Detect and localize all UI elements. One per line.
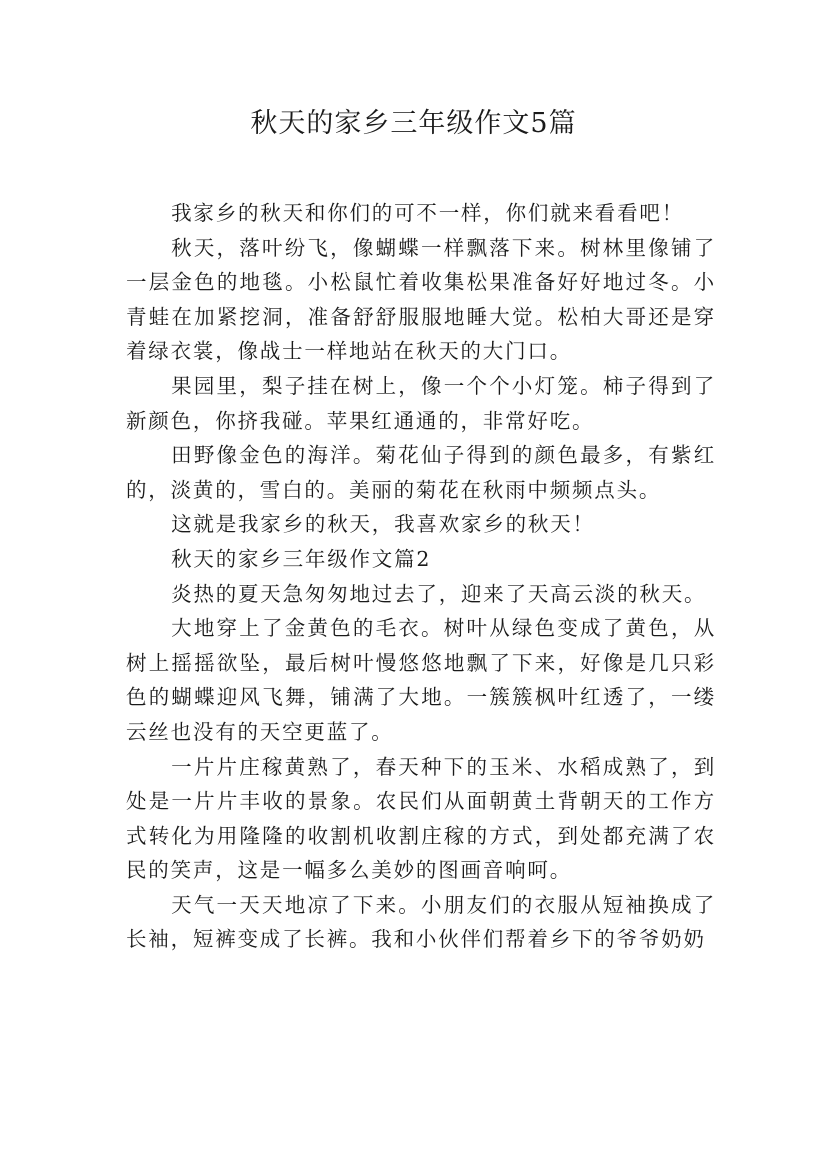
document-body (126, 196, 716, 957)
section-heading: 秋天的家乡三年级作文篇2 (171, 546, 432, 571)
paragraph: 一片片庄稼黄熟了，春天种下的玉米、水稻成熟了，到处是一片片丰收的景象。农民们从面朝黄土背朝天的工作方式转化为用隆隆的收割机收割庄稼的方式，到处都充满了农民的笑声，这是一幅多么美妙的图画音响呵。 (126, 754, 716, 883)
paragraph: 秋天，落叶纷飞，像蝴蝶一样飘落下来。树林里像铺了一层金色的地毯。小松鼠忙着收集松果准备好好地过冬。小青蛙在加紧挖洞，准备舒舒服服地睡大觉。松柏大哥还是穿着绿衣裳，像战士一样地站在秋天的大门口。 (126, 235, 716, 364)
paragraph: 这就是我家乡的秋天，我喜欢家乡的秋天！ (171, 512, 595, 537)
paragraph: 我家乡的秋天和你们的可不一样，你们就来看看吧！ (171, 201, 684, 225)
paragraph: 果园里，梨子挂在树上，像一个个小灯笼。柿子得到了新颜色，你挤我碰。苹果红通通的，非常好吃。 (126, 373, 716, 433)
paragraph: 田野像金色的海洋。菊花仙子得到的颜色最多，有紫红的，淡黄的，雪白的。美丽的菊花在秋雨中频频点头。 (126, 443, 716, 502)
paragraph: 炎热的夏天急匆匆地过去了，迎来了天高云淡的秋天。 (171, 581, 707, 606)
paragraph: 大地穿上了金黄色的毛衣。树叶从绿色变成了黄色，从树上摇摇欲坠，最后树叶慢悠悠地飘了下来，好像是几只彩色的蝴蝶迎风飞舞，铺满了大地。一簇簇枫叶红透了，一缕云丝也没有的天空更蓝了。 (126, 616, 716, 744)
paragraph: 天气一天天地凉了下来。小朋友们的衣服从短袖换成了长袖，短裤变成了长裤。我和小伙伴们帮着乡下的爷爷奶奶 (126, 892, 716, 952)
document-title: 秋天的家乡三年级作文5篇 (250, 108, 577, 139)
